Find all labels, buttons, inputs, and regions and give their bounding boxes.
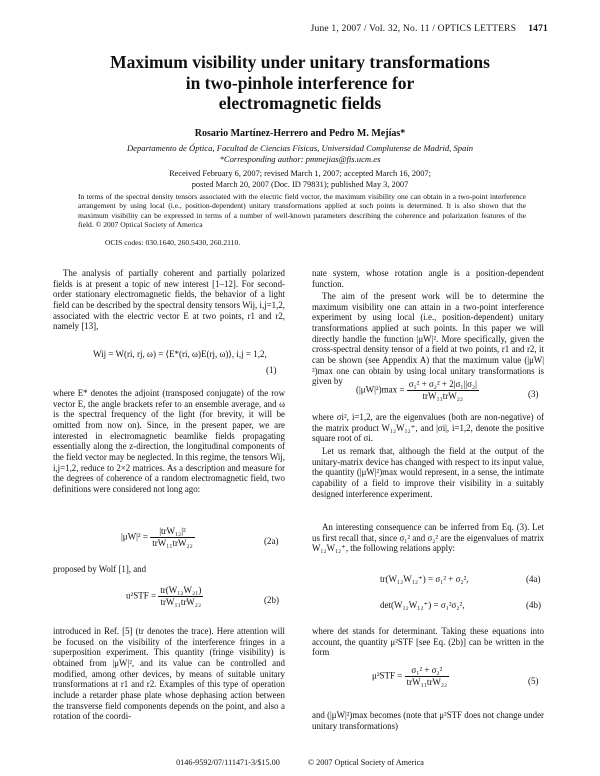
corresponding-author: *Corresponding author: pmmejias@fis.ucm.es [219, 154, 381, 164]
right-col-para-1 [312, 268, 544, 289]
fraction [405, 665, 450, 688]
right-col-para-6 [312, 626, 544, 658]
author-list: Rosario Martínez-Herrero and Pedro M. Mejías* [194, 128, 406, 139]
journal-citation: June 1, 2007 / Vol. 32, No. 11 / OPTICS LETTERS [310, 24, 517, 34]
affiliation: Departamento de Óptica, Facultad de Ciencias Físicas, Universidad Complutense de Madrid, Spain [126, 143, 474, 153]
paper-title [60, 52, 540, 114]
equation-number: (4a) [526, 574, 541, 584]
copyright: © 2007 Optical Society of America [307, 758, 424, 767]
numerator: tr(W₁₂W₂₁) [160, 585, 202, 595]
equation-number: (4b) [526, 600, 541, 610]
running-header [311, 24, 548, 34]
numerator: |trW₁₂|² [150, 526, 195, 538]
denominator: trW₁₁trW₂₂ [152, 538, 193, 548]
paragraph: Let us remark that, although the field at the output of the unitary-matrix device has changed with respect to its input value, the quantity (|μW|²)max would represent, in a sense, the intimate capability of a field to improve their visibility in a suitably designed interference experiment. [312, 446, 544, 499]
right-col-para-3 [312, 412, 544, 444]
left-col-para-3 [53, 564, 285, 575]
eq-lhs: (|μW|²)max = [356, 384, 405, 395]
paragraph: where σi², i=1,2, are the eigenvalues (both are non-negative) of the matrix product W₁₂W₁₂⁺, and |σi|, i=1,2, denote the positive square root of σi. [312, 412, 544, 444]
paragraph: introduced in Ref. [5] (tr denotes the trace). Here attention will be focused on the visibility of the interference fringes in a superposition experiment. This quantity (fringe visibility) is obtained from |μW|², and its value can be controlled and modified, among other devices, by means of suitable unitary transformations at r1 and r2. Examples of this type of operation include a retarder phase plate whose dephasing action between the transverse field components depends on the point, and also a rotation of the coordi- [53, 626, 285, 722]
fraction [158, 585, 203, 608]
title-line: in two-pinhole interference for [185, 72, 415, 93]
denominator: trW₁₁trW₂₂ [406, 677, 448, 687]
title-line: Maximum visibility under unitary transformations [110, 52, 490, 72]
abstract: In terms of the spectral density tensors associated with the electric field vector, the maximum visibility one can obtain in a two-point interference arrangement by using local (i.e., position-dependent) unitary transformations applied at such points is determined. It is also shown that the maximum visibility can be expressed in terms of a number of well-known parameters describing the coherence and polarization features of the field. © 2007 Optical Society of America [78, 192, 526, 229]
ocis-codes: OCIS codes: 030.1640, 260.5430, 260.2110. [105, 238, 241, 247]
paragraph: An interesting consequence can be inferred from Eq. (3). Let us first recall that, since σ₁² and σ₂² are the eigenvalues of matrix W₁₂W₁₂⁺, the following relations apply: [312, 522, 544, 554]
right-col-para-7 [312, 710, 544, 731]
paragraph: proposed by Wolf [1], and [53, 564, 147, 574]
paragraph: nate system, whose rotation angle is a position-dependent function. [312, 268, 544, 289]
equation-3 [356, 379, 479, 402]
left-col-para-2 [53, 388, 285, 495]
equation-2b [126, 585, 203, 608]
eq-lhs: μ²STF = [372, 670, 403, 681]
left-col-para-4 [53, 626, 285, 722]
received-line: Received February 6, 2007; revised March 1, 2007; accepted March 16, 2007; [169, 169, 431, 178]
equation-4b: det(W₁₂W₁₂⁺) = σ₁²σ₂², [380, 600, 465, 610]
posted-line: posted March 20, 2007 (Doc. ID 79831); published May 3, 2007 [191, 179, 409, 189]
eq-lhs: u²STF = [126, 590, 157, 601]
left-col-para-1 [53, 268, 285, 332]
equation-4a: tr(W₁₂W₁₂⁺) = σ₁² + σ₂², [380, 574, 469, 584]
denominator: trW₁₁trW₂₂ [160, 597, 202, 607]
equation-1: Wij = W(ri, rj, ω) = ⟨E*(ri, ω)E(rj, ω)⟩, i,j = 1,2, [93, 349, 267, 359]
equation-number: (3) [528, 389, 539, 399]
numerator: σ₁² + σ₂² [405, 665, 450, 677]
page-number: 1471 [528, 24, 548, 34]
eq-lhs: |μW|² = [121, 531, 148, 542]
right-col-para-2 [312, 291, 544, 387]
paragraph: where E* denotes the adjoint (transposed conjugate) of the row vector E, the angle brackets refer to an ensemble average, and ω is the spectral frequency of the light (for brevity, it will be omitted from now on). Since, in the present paper, we are interested in electromagnetic beamlike fields propagating essentially along the z-direction, the longitudinal components of the field vector may be neglected. In this regime, the tensors Wij, i,j=1,2, reduce to 2×2 matrices. As a description and measure for the degrees of coherence of a random electromagnetic field, two definitions were considered not long ago: [53, 388, 285, 494]
paragraph: The aim of the present work will be to determine the maximum visibility one can attain in a two-point interference experiment by using local (i.e., position-dependent) unitary transformations applied at such points. In this paper we will directly handle the function |μW|². More specifically, given the cross-spectral density tensor of a field at two points, r1 and r2, it can be shown (see Appendix A) that the maximum value (|μW|²)max one can obtain by using local unitary transformations is given by [312, 291, 544, 387]
fraction [407, 379, 479, 402]
paragraph: The analysis of partially coherent and partially polarized fields is at present a topic of new interest [1–12]. For second-order stationary electromagnetic fields, the behavior of a light field can be described by the spectral density tensors Wij, i,j=1,2, associated with the electric vector E at two points, r1 and r2, namely [13], [53, 268, 285, 332]
right-col-para-5 [312, 522, 544, 554]
equation-number: (1) [266, 365, 277, 375]
equation-number: (5) [528, 676, 539, 686]
paragraph: where det stands for determinant. Taking these equations into account, the quantity μ²STF [see Eq. (2b)] can be written in the form [312, 626, 544, 658]
right-col-para-4 [312, 446, 544, 499]
page-footer [0, 758, 600, 767]
affiliation-block [0, 143, 600, 165]
numerator: σ₁² + σ₂² + 2|σ₁||σ₂| [408, 379, 477, 389]
denominator: trW₁₁trW₂₂ [422, 391, 464, 401]
equation-number: (2b) [264, 595, 279, 605]
title-line: electromagnetic fields [218, 93, 382, 113]
equation-number: (2a) [264, 536, 279, 546]
article-code: 0146-9592/07/111471-3/$15.00 [176, 758, 280, 767]
equation-5 [372, 665, 449, 688]
history-dates [0, 169, 600, 190]
equation-2a [121, 526, 195, 549]
paragraph: and (|μW|²)max becomes (note that μ²STF does not change under unitary transformations) [312, 710, 544, 731]
fraction [150, 526, 195, 549]
